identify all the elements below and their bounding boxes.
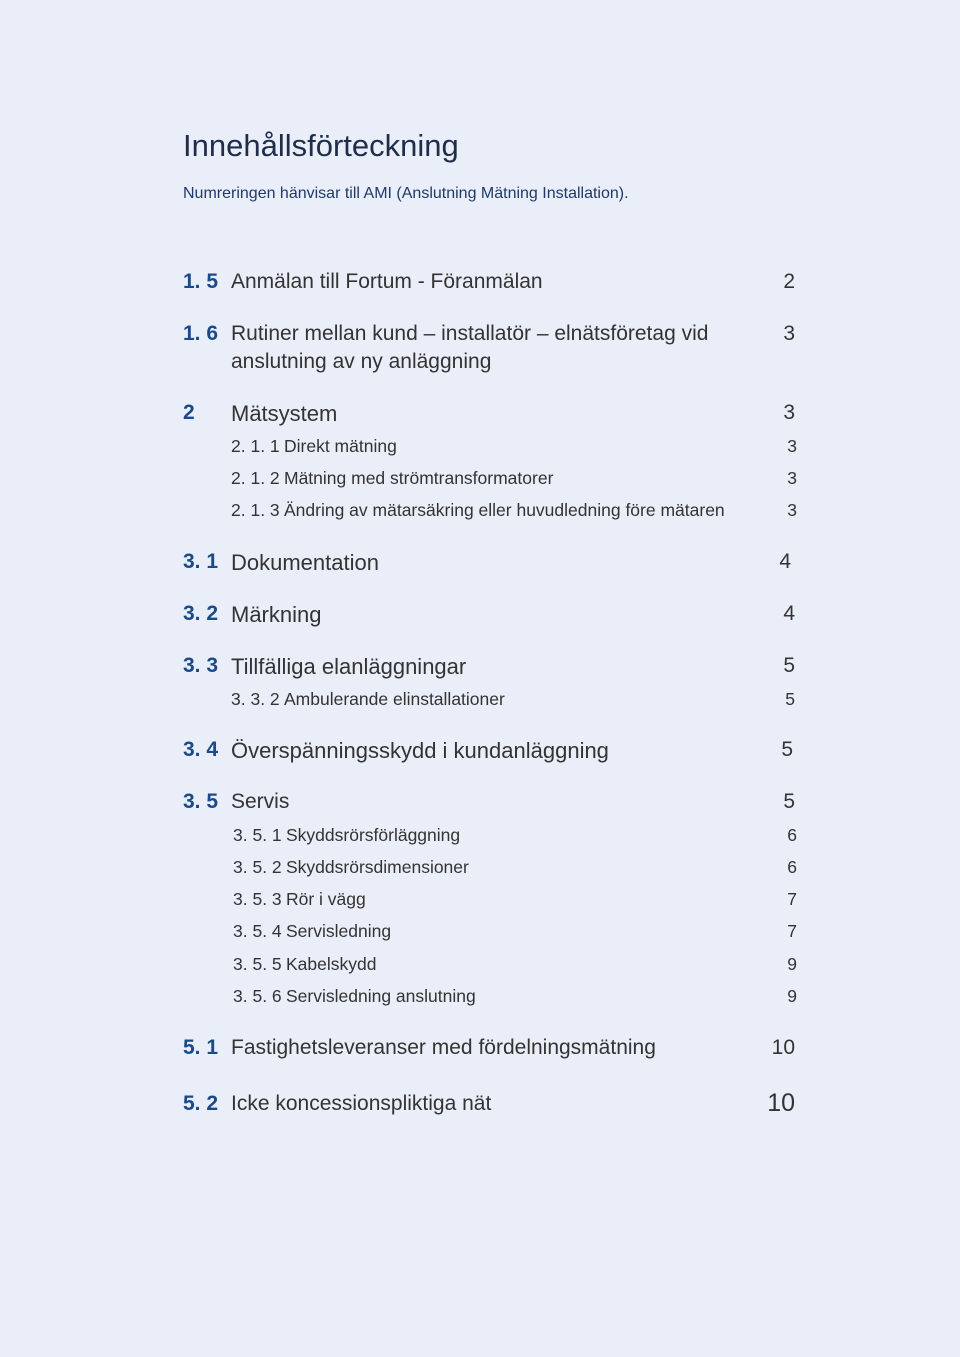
toc-entry-page: 3 <box>783 401 795 424</box>
toc-entry-page: 4 <box>783 602 795 625</box>
toc-entry-label: Märkning <box>231 602 322 627</box>
toc-entry-number: 3. 1 <box>183 550 219 573</box>
toc-entry-label: Överspänningsskydd i kundanläggning <box>231 738 609 763</box>
toc-subentry-number: 2. 1. 1 <box>231 436 280 456</box>
toc-subentry-page: 3 <box>787 436 797 456</box>
toc-subentry-label: Servisledning <box>286 921 392 941</box>
toc-subentry-page: 9 <box>787 954 797 974</box>
page-title: Innehållsförteckning <box>183 128 459 163</box>
toc-subentry-number: 3. 5. 5 <box>233 954 282 974</box>
toc-subentry-label: Kabelskydd <box>286 954 377 974</box>
toc-subentry-page: 6 <box>787 857 797 877</box>
toc-subentry-page: 7 <box>787 889 797 909</box>
toc-subentry-page: 5 <box>785 689 795 709</box>
toc-entry-page: 4 <box>779 550 791 573</box>
toc-entry-number: 1. 6 <box>183 322 219 345</box>
toc-subentry-number: 2. 1. 2 <box>231 468 280 488</box>
toc-entry-label: Servis <box>231 790 290 813</box>
toc-subentry-label: Skyddsrörsförläggning <box>286 825 461 845</box>
toc-entry-number: 5. 2 <box>183 1092 219 1115</box>
toc-entry-page: 10 <box>771 1036 795 1059</box>
toc-entry-number: 3. 4 <box>183 738 219 761</box>
toc-entry-label: Dokumentation <box>231 550 379 575</box>
toc-entry-label: Mätsystem <box>231 401 338 426</box>
toc-subentry-number: 2. 1. 3 <box>231 500 280 520</box>
toc-entry-number: 1. 5 <box>183 270 219 293</box>
toc-subentry-page: 7 <box>787 921 797 941</box>
toc-entry-number: 2 <box>183 401 195 424</box>
toc-entry-page: 2 <box>783 270 795 293</box>
toc-entry-label-line: Rutiner mellan kund – installatör – elnätsföretag vid <box>231 322 709 345</box>
toc-subentry-number: 3. 5. 1 <box>233 825 282 845</box>
toc-entry-number: 5. 1 <box>183 1036 219 1059</box>
toc-subentry-label: Direkt mätning <box>284 436 397 456</box>
toc-subentry-number: 3. 5. 3 <box>233 889 282 909</box>
toc-subentry-label: Rör i vägg <box>286 889 366 909</box>
toc-subentry-number: 3. 3. 2 <box>231 689 280 709</box>
toc-entry-page: 5 <box>783 654 795 677</box>
toc-entry-label: Fastighetsleveranser med fördelningsmätning <box>231 1036 656 1059</box>
toc-entry-number: 3. 3 <box>183 654 219 677</box>
toc-subentry-number: 3. 5. 4 <box>233 921 282 941</box>
toc-entry-page: 5 <box>781 738 793 761</box>
toc-subentry-page: 3 <box>787 500 797 520</box>
toc-subentry-label: Skyddsrörsdimensioner <box>286 857 469 877</box>
toc-subentry-page: 6 <box>787 825 797 845</box>
toc-entry-number: 3. 5 <box>183 790 219 813</box>
toc-entry-label: Icke koncessionspliktiga nät <box>231 1092 492 1115</box>
toc-subentry-label: Ändring av mätarsäkring eller huvudledning före mätaren <box>284 500 725 520</box>
toc-subentry-number: 3. 5. 6 <box>233 986 282 1006</box>
toc-entry-page: 10 <box>767 1089 795 1117</box>
toc-entry-label <box>231 320 731 376</box>
toc-entry-number: 3. 2 <box>183 602 219 625</box>
toc-subentry-page: 9 <box>787 986 797 1006</box>
page-subtitle: Numreringen hänvisar till AMI (Anslutning Mätning Installation). <box>183 185 629 202</box>
toc-subentry-number: 3. 5. 2 <box>233 857 282 877</box>
toc-entry-label: Anmälan till Fortum - Föranmälan <box>231 270 543 293</box>
toc-entry-label: Tillfälliga elanläggningar <box>231 654 467 679</box>
toc-entry-page: 5 <box>783 790 795 813</box>
toc-subentry-page: 3 <box>787 468 797 488</box>
toc-subentry-label: Ambulerande elinstallationer <box>284 689 505 709</box>
toc-entry-label-line: anslutning av ny anläggning <box>231 350 492 373</box>
toc-subentry-label: Mätning med strömtransformatorer <box>284 468 554 488</box>
toc-entry-page: 3 <box>783 322 795 345</box>
toc-subentry-label: Servisledning anslutning <box>286 986 476 1006</box>
